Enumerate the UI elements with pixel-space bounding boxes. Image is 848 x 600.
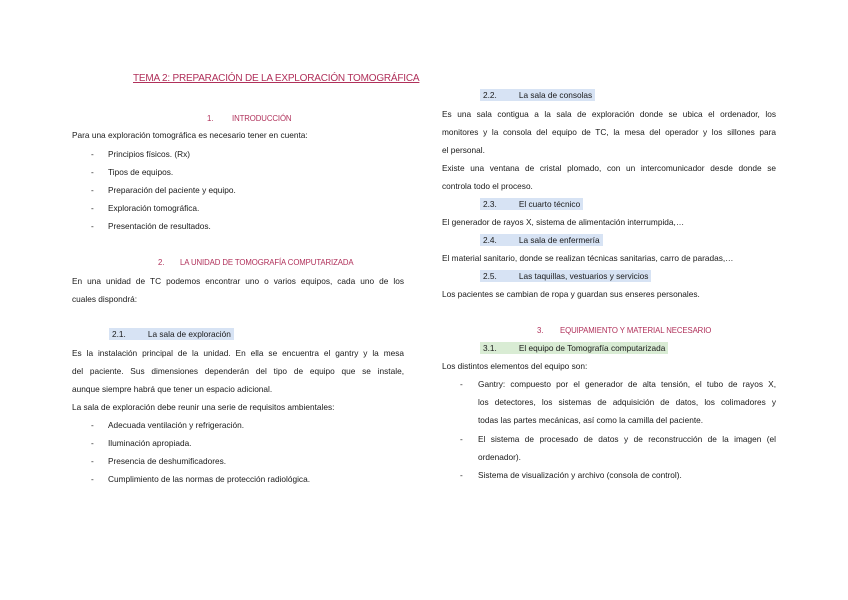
list-item-line: Gantry: compuesto por el generador de alta tensión, el tubo de rayos X,	[478, 379, 776, 389]
section-2-number: 2.	[158, 258, 165, 267]
list-item: Preparación del paciente y equipo.	[108, 185, 236, 195]
list-dash: -	[91, 420, 94, 430]
section-2-2-heading	[480, 90, 595, 101]
section-2-1-number: 2.1.	[112, 329, 126, 339]
section-3-heading: EQUIPAMIENTO Y MATERIAL NECESARIO	[560, 326, 712, 335]
section-1-number: 1.	[207, 114, 214, 123]
section-3-1-label: El equipo de Tomografía computarizada	[518, 343, 666, 353]
list-dash: -	[91, 167, 94, 177]
section-2-4-number: 2.4.	[483, 235, 497, 245]
list-dash: -	[91, 149, 94, 159]
section-2-5-label: Las taquillas, vestuarios y servicios	[518, 271, 649, 281]
section-2-3-label: El cuarto técnico	[518, 199, 581, 209]
section-2-4-label: La sala de enfermería	[518, 235, 600, 245]
paragraph-2-2-line: el personal.	[442, 145, 485, 155]
list-item: Sistema de visualización y archivo (consola de control).	[478, 470, 682, 480]
list-item: Presencia de deshumificadores.	[108, 456, 227, 466]
list-dash: -	[91, 456, 94, 466]
section-2-1-label: La sala de exploración	[147, 329, 231, 339]
paragraph-2-line: cuales dispondrá:	[72, 294, 138, 304]
list-item-line: El sistema de procesado de datos y de reconstrucción de la imagen (el	[478, 434, 776, 444]
section-2-5-number: 2.5.	[483, 271, 497, 281]
section-2-2-number: 2.2.	[483, 90, 497, 100]
section-2-4-heading	[480, 235, 603, 246]
paragraph-2-2-line: Es una sala contigua a la sala de exploración donde se ubica el ordenador, los	[442, 109, 776, 119]
paragraph-2-1-line: aunque siempre habrá que tener un espacio adicional.	[72, 384, 273, 394]
paragraph-2-1-line: del paciente. Sus dimensiones dependerán del tipo de equipo que se instale,	[72, 366, 404, 376]
list-item: Tipos de equipos.	[108, 167, 174, 177]
intro-text: Para una exploración tomográfica es necesario tener en cuenta:	[72, 130, 308, 140]
list-item: Iluminación apropiada.	[108, 438, 192, 448]
section-2-3-number: 2.3.	[483, 199, 497, 209]
list-dash: -	[91, 438, 94, 448]
section-3-number: 3.	[537, 326, 544, 335]
list-dash: -	[91, 203, 94, 213]
list-item-line: los detectores, los sistemas de adquisición de datos, los colimadores y	[478, 397, 776, 407]
list-item: Principios físicos. (Rx)	[108, 149, 191, 159]
paragraph-2-4: El material sanitario, donde se realizan técnicas sanitarias, carro de paradas,…	[442, 253, 734, 263]
list-dash: -	[460, 470, 463, 480]
section-2-heading: LA UNIDAD DE TOMOGRAFÍA COMPUTARIZADA	[180, 258, 354, 267]
paragraph-2-3: El generador de rayos X, sistema de alimentación interrumpida,…	[442, 217, 685, 227]
section-3-1-number: 3.1.	[483, 343, 497, 353]
section-3-1-heading	[480, 343, 668, 354]
list-dash: -	[91, 474, 94, 484]
section-1-heading: INTRODUCCIÓN	[232, 114, 292, 123]
list-item-line: todas las partes mecánicas, así como la camilla del paciente.	[478, 415, 704, 425]
paragraph-2-2b-line: Existe una ventana de cristal plomado, con un intercomunicador desde donde se	[442, 163, 776, 173]
paragraph-2-2b-line: controla todo el proceso.	[442, 181, 533, 191]
paragraph-2-line: En una unidad de TC podemos encontrar uno o varios equipos, cada uno de los	[72, 276, 404, 286]
section-2-1-heading	[109, 329, 234, 340]
page-title: TEMA 2: PREPARACIÓN DE LA EXPLORACIÓN TOMOGRÁFICA	[133, 73, 420, 84]
list-item: Cumplimiento de las normas de protección radiológica.	[108, 474, 310, 484]
paragraph-2-2-line: monitores y la consola del equipo de TC, la mesa del operador y los sillones para	[442, 127, 776, 137]
list-item: Adecuada ventilación y refrigeración.	[108, 420, 245, 430]
paragraph-2-1b: La sala de exploración debe reunir una serie de requisitos ambientales:	[72, 402, 335, 412]
list-item: Exploración tomográfica.	[108, 203, 200, 213]
paragraph-3-1: Los distintos elementos del equipo son:	[442, 361, 588, 371]
list-item-line: ordenador).	[478, 452, 521, 462]
paragraph-2-1-line: Es la instalación principal de la unidad. En ella se encuentra el gantry y la mesa	[72, 348, 404, 358]
paragraph-2-5: Los pacientes se cambian de ropa y guardan sus enseres personales.	[442, 289, 700, 299]
section-2-3-heading	[480, 199, 583, 210]
list-dash: -	[91, 185, 94, 195]
section-2-2-label: La sala de consolas	[518, 90, 593, 100]
list-dash: -	[460, 379, 463, 389]
section-2-5-heading	[480, 271, 651, 282]
list-item: Presentación de resultados.	[108, 221, 211, 231]
list-dash: -	[91, 221, 94, 231]
list-dash: -	[460, 434, 463, 444]
